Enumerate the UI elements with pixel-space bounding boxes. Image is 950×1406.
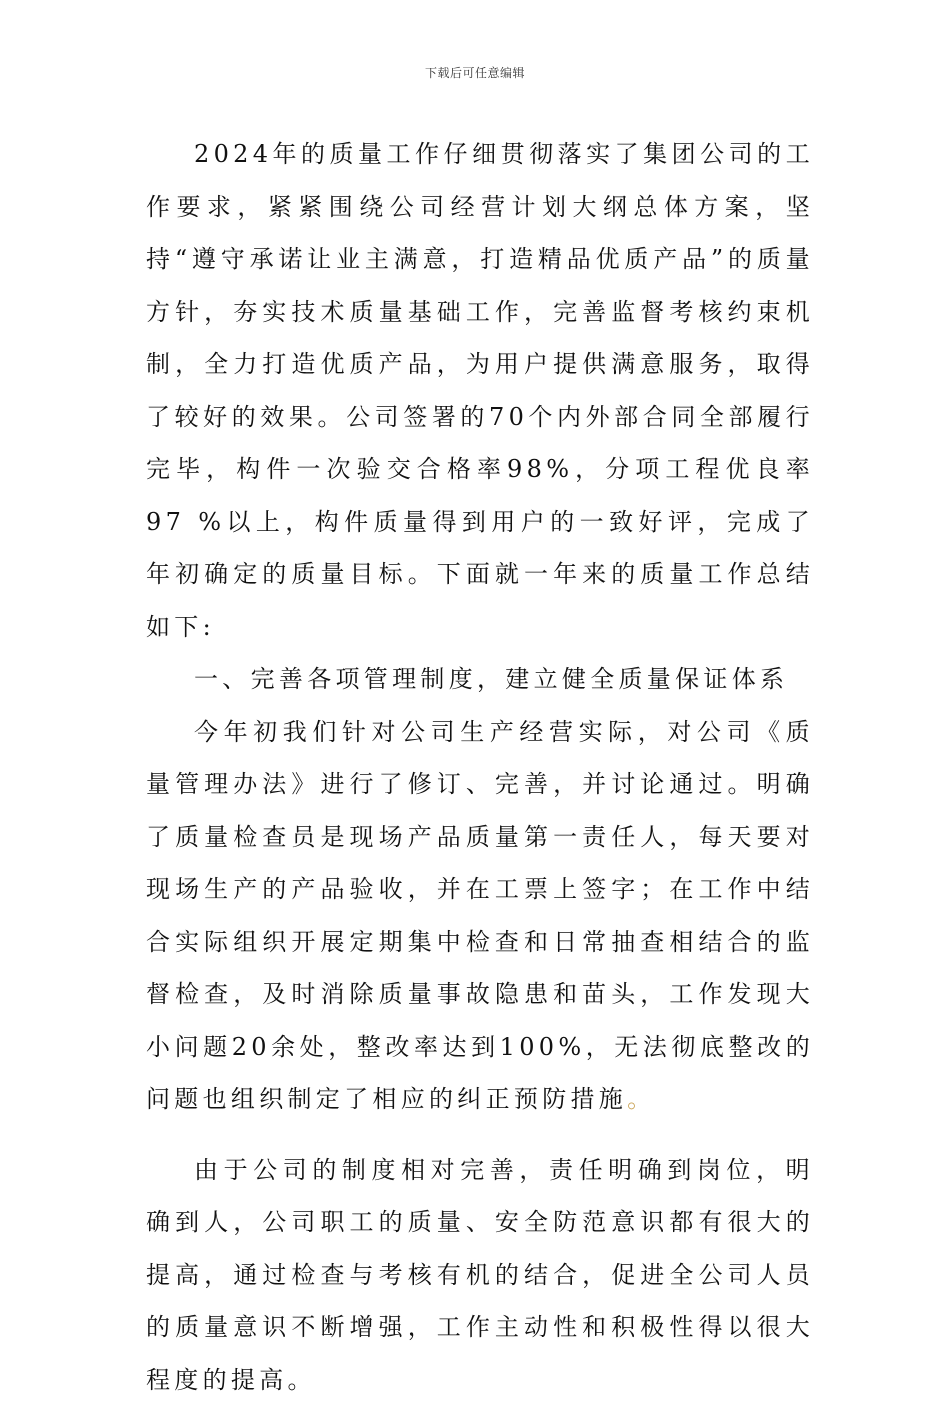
paragraph-end-mark: 。 <box>627 1085 655 1113</box>
document-body <box>146 128 814 1406</box>
header-note: 下载后可任意编辑 <box>0 64 950 81</box>
closing-paragraph: 由于公司的制度相对完善，责任明确到岗位，明确到人，公司职工的质量、安全防范意识都有很大的提高，通过检查与考核有机的结合，促进全公司人员的质量意识不断增强，工作主动性和积极性得以很大程度的提高。 <box>146 1144 814 1406</box>
intro-paragraph: 2024年的质量工作仔细贯彻落实了集团公司的工作要求，紧紧围绕公司经营计划大纲总体方案，坚持“遵守承诺让业主满意，打造精品优质产品”的质量方针，夯实技术质量基础工作，完善监督考核约束机制，全力打造优质产品，为用户提供满意服务，取得了较好的效果。公司签署的70个内外部合同全部履行完毕，构件一次验交合格率98%，分项工程优良率97 %以上，构件质量得到用户的一致好评，完成了年初确定的质量目标。下面就一年来的质量工作总结如下: <box>146 128 814 653</box>
body-paragraph-text: 今年初我们针对公司生产经营实际，对公司《质量管理办法》进行了修订、完善，并讨论通过。明确了质量检查员是现场产品质量第一责任人，每天要对现场生产的产品验收，并在工票上签字；在工作中结合实际组织开展定期集中检查和日常抽查相结合的监督检查，及时消除质量事故隐患和苗头，工作发现大小问题20余处，整改率达到100%，无法彻底整改的问题也组织制定了相应的纠正预防措施 <box>146 718 814 1114</box>
section-heading: 一、完善各项管理制度，建立健全质量保证体系 <box>146 653 814 706</box>
body-paragraph <box>146 706 814 1126</box>
